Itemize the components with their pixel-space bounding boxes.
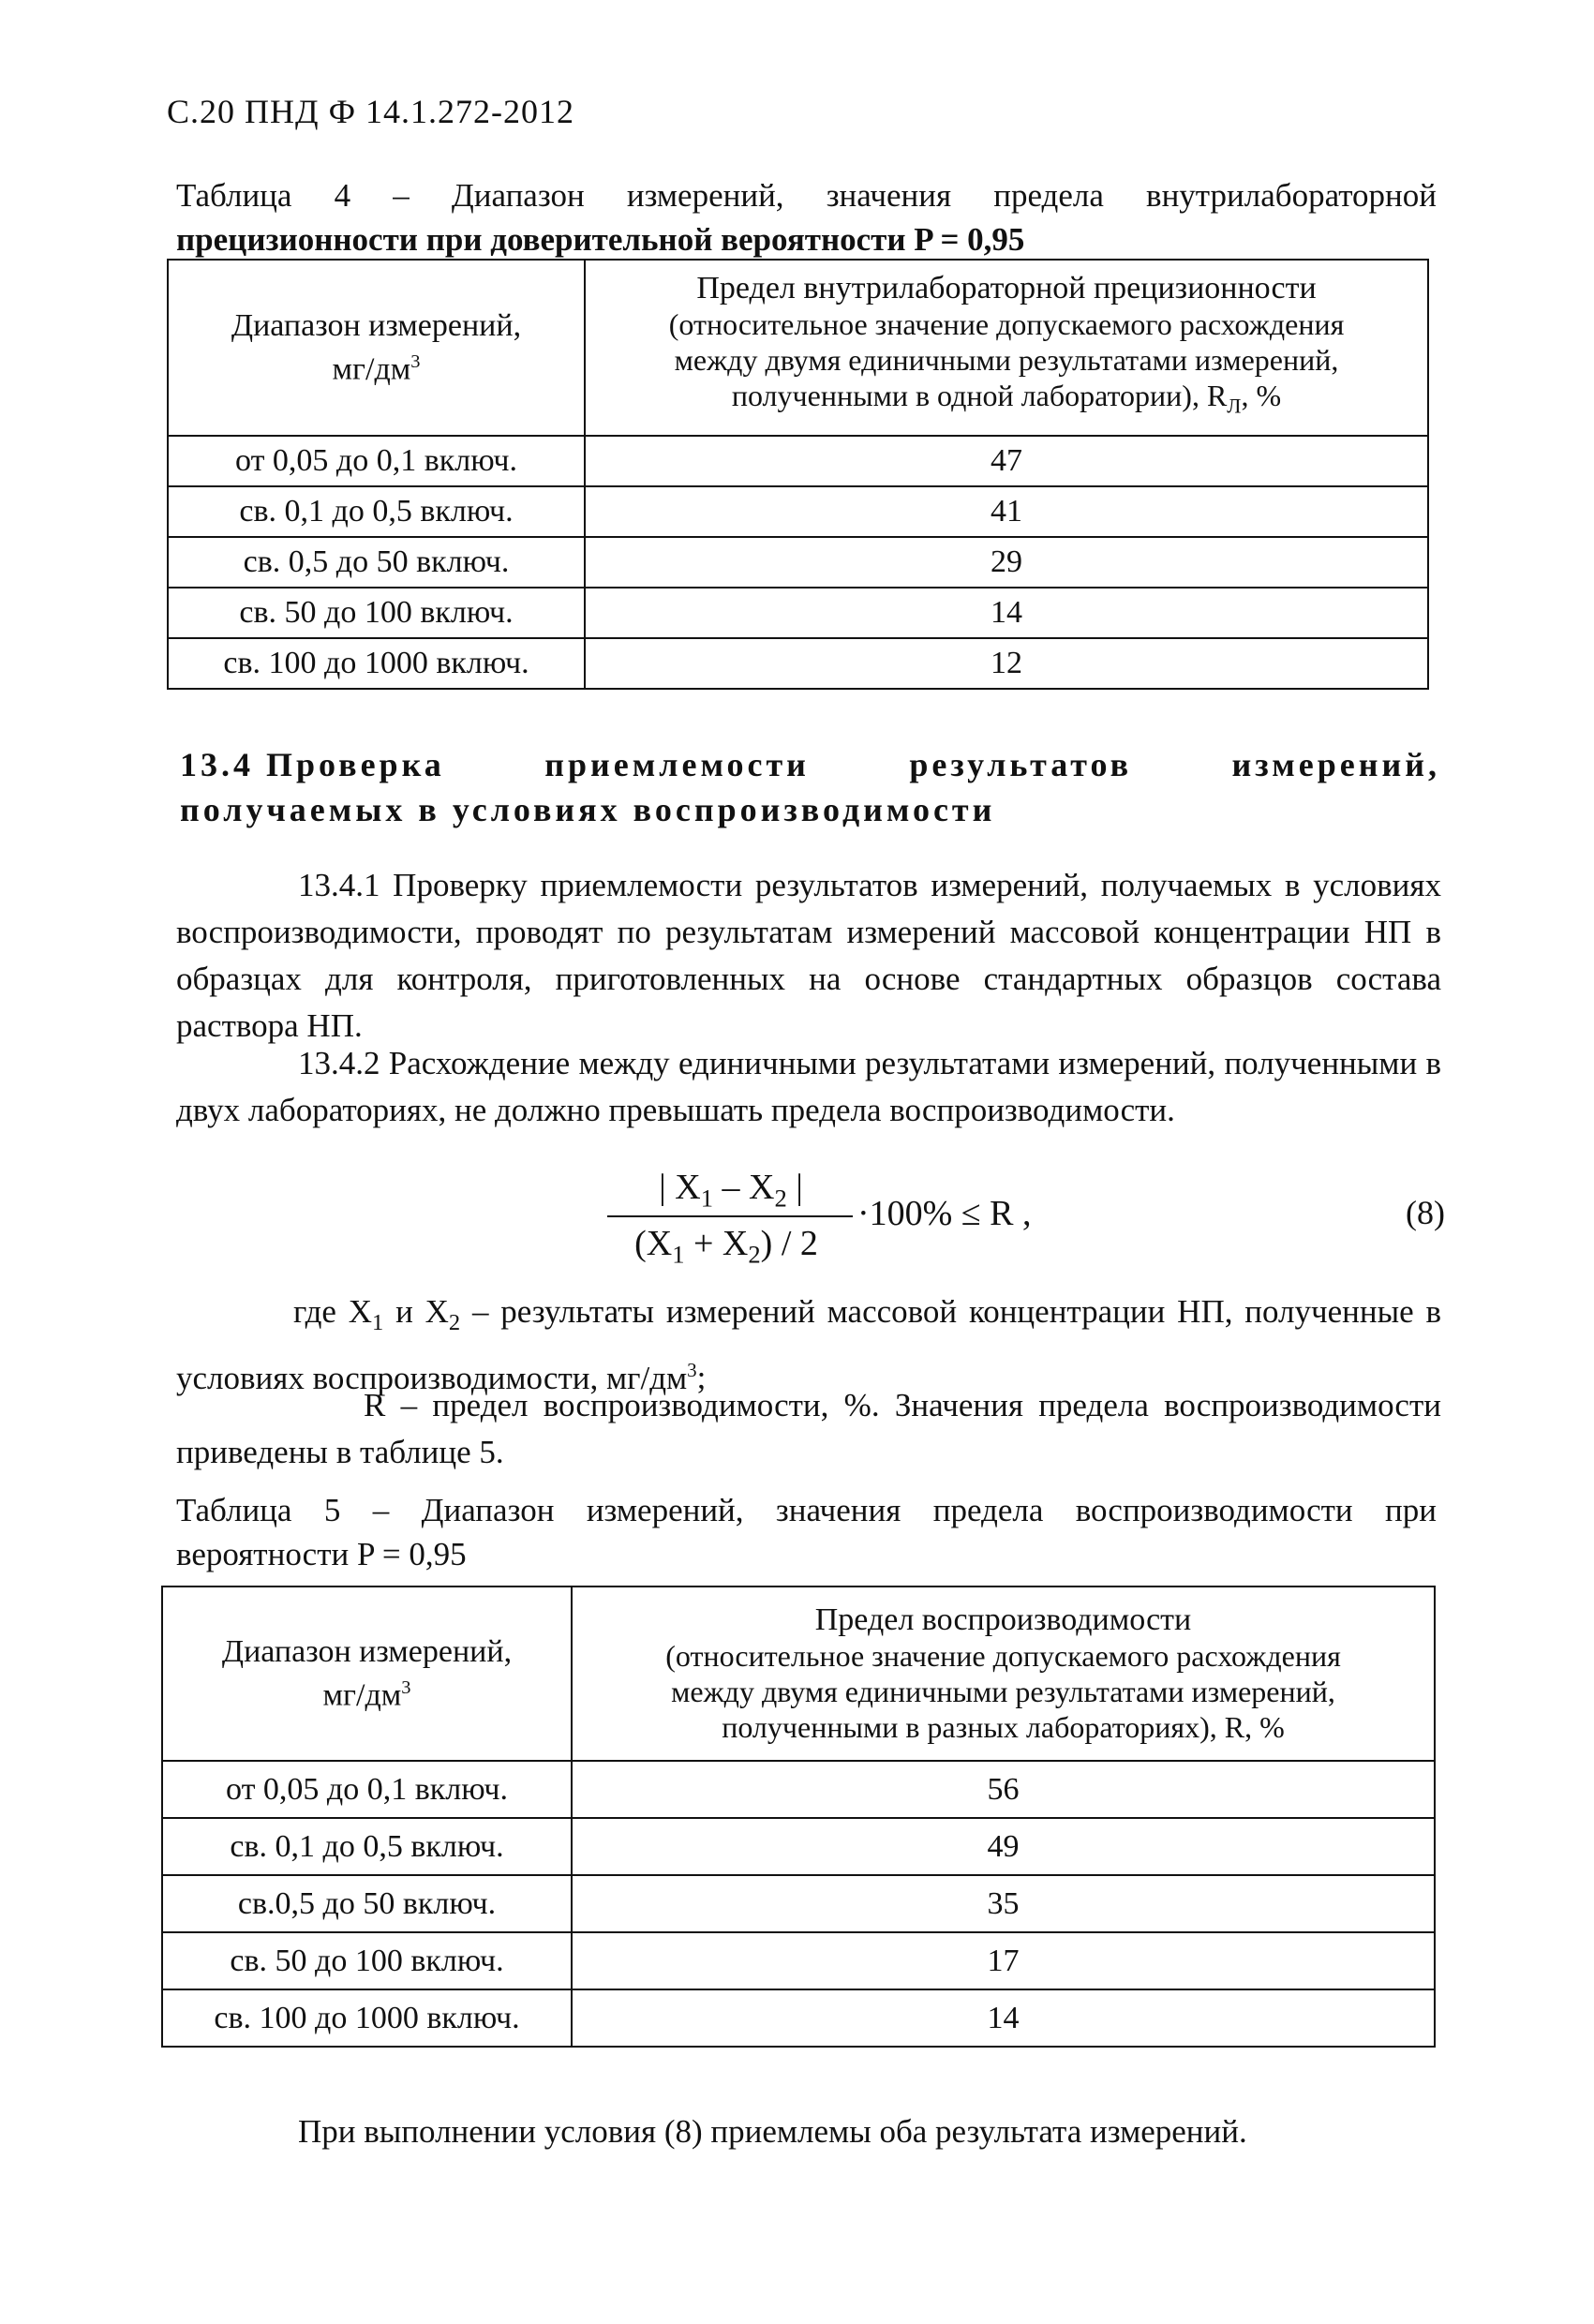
table4-col2-header-line2: (относительное значение допускаемого расхождения xyxy=(668,307,1345,342)
table5 xyxy=(161,1586,1436,2048)
table5-col2-header xyxy=(572,1587,1435,1761)
table-row xyxy=(168,486,1428,537)
table4-header-row xyxy=(168,260,1428,436)
table-row xyxy=(168,537,1428,588)
table4-value: 47 xyxy=(585,436,1428,486)
table4-col1-header-line1: Диапазон измерений, xyxy=(231,307,522,343)
table5-range: св.0,5 до 50 включ. xyxy=(162,1875,572,1932)
where-text: где $X_1$ и $X_2$ – результаты измерений массовой концентрации НП, полученные в условиях воспроизводимости, мг/дм xyxy=(176,1293,1441,1396)
table5-value: 56 xyxy=(572,1761,1435,1818)
section-title-line2: получаемых в условиях воспроизводимости xyxy=(180,791,996,828)
table5-col2-header-line3: между двумя единичными результатами измерений, xyxy=(671,1675,1335,1708)
table5-col1-header-sup: 3 xyxy=(401,1676,411,1698)
page-header: С.20 ПНД Ф 14.1.272-2012 xyxy=(167,93,574,130)
table5-range: от 0,05 до 0,1 включ. xyxy=(162,1761,572,1818)
table-row xyxy=(168,588,1428,638)
formula-denominator: $(X_1 + X_2) / 2$ xyxy=(634,1224,818,1269)
table5-value: 14 xyxy=(572,1989,1435,2047)
paragraph-13-4-1-text: 13.4.1 Проверку приемлемости результатов измерений, получаемых в условиях воспроизводимости, проводят по результатам измерений массовой концентрации НП в образцах для контроля, приготовленных на основе стандартных образцов состава раствора НП. xyxy=(176,867,1441,1044)
paragraph-13-4-2-text: 13.4.2 Расхождение между единичными результатами измерений, полученными в двух лабораториях, не должно превышать предела воспроизводимости. xyxy=(176,1045,1441,1128)
table5-value: 49 xyxy=(572,1818,1435,1875)
where-sup: 3 xyxy=(687,1359,697,1381)
table4-range: св. 0,1 до 0,5 включ. xyxy=(168,486,585,537)
table5-header-row xyxy=(162,1587,1435,1761)
table-row xyxy=(162,1875,1435,1932)
table-row xyxy=(168,436,1428,486)
section-title-word: 13.4 Проверка xyxy=(180,746,445,783)
table4-range: св. 0,5 до 50 включ. xyxy=(168,537,585,588)
table5-range: св. 50 до 100 включ. xyxy=(162,1932,572,1989)
table-row xyxy=(162,1818,1435,1875)
table4-range: св. 50 до 100 включ. xyxy=(168,588,585,638)
table4-col2-header xyxy=(585,260,1428,436)
table4-caption xyxy=(176,173,1437,261)
section-title-word: результатов xyxy=(909,746,1133,783)
table-row xyxy=(168,638,1428,689)
section-title-line1 xyxy=(180,742,1440,787)
table4-value: 29 xyxy=(585,537,1428,588)
table5-col2-header-line2: (относительное значение допускаемого расхождения xyxy=(665,1639,1341,1673)
where-end: ; xyxy=(696,1359,707,1396)
table4-value: 14 xyxy=(585,588,1428,638)
table-row xyxy=(162,1989,1435,2047)
table4-range: от 0,05 до 0,1 включ. xyxy=(168,436,585,486)
table4-col2-header-line1: Предел внутрилабораторной прецизионности xyxy=(696,271,1317,306)
table5-col1-header-unit: мг/дм xyxy=(322,1677,402,1713)
r-definition xyxy=(176,1382,1441,1476)
table-row xyxy=(162,1761,1435,1818)
table5-caption-line2: вероятности P = 0,95 xyxy=(176,1536,467,1572)
table4-col1-header-unit: мг/дм xyxy=(332,351,411,387)
section-title xyxy=(180,742,1440,832)
table4-col1-header-sup: 3 xyxy=(410,350,421,372)
table5-value: 17 xyxy=(572,1932,1435,1989)
formula-number: (8) xyxy=(1406,1194,1445,1231)
table4-col1-header xyxy=(168,260,585,436)
table5-value: 35 xyxy=(572,1875,1435,1932)
formula-numerator: | $X_1 - X_2$ | xyxy=(659,1168,803,1213)
table4-col2-header-sub: Л xyxy=(1227,394,1242,418)
table4-value: 41 xyxy=(585,486,1428,537)
fraction-bar xyxy=(607,1215,853,1217)
closing-sentence: При выполнении условия (8) приемлемы оба результата измерений. xyxy=(298,2113,1247,2150)
formula-tail: ·100% ≤ R , xyxy=(857,1194,1032,1233)
table5-col1-header xyxy=(162,1587,572,1761)
table4 xyxy=(167,259,1429,690)
paragraph-13-4-2 xyxy=(176,1040,1441,1134)
table4-range: св. 100 до 1000 включ. xyxy=(168,638,585,689)
table5-range: св. 100 до 1000 включ. xyxy=(162,1989,572,2047)
table4-caption-line1: Таблица 4 – Диапазон измерений, значения предела внутрилабораторной xyxy=(176,177,1437,214)
table5-col2-header-line4: полученными в разных лабораториях), R, % xyxy=(722,1710,1285,1744)
table5-col2-header-line1: Предел воспроизводимости xyxy=(814,1602,1192,1637)
table-row xyxy=(162,1932,1435,1989)
r-definition-text: R – предел воспроизводимости, %. Значения предела воспроизводимости приведены в таблице 5. xyxy=(176,1387,1441,1470)
table4-caption-line2: прецизионности при доверительной вероятности P = 0,95 xyxy=(176,221,1025,258)
table5-range: св. 0,1 до 0,5 включ. xyxy=(162,1818,572,1875)
table5-caption-line1: Таблица 5 – Диапазон измерений, значения предела воспроизводимости при xyxy=(176,1492,1437,1528)
table5-caption xyxy=(176,1488,1437,1576)
section-title-word: измерений, xyxy=(1231,746,1440,783)
table5-col1-header-line1: Диапазон измерений, xyxy=(221,1633,513,1669)
paragraph-13-4-1 xyxy=(176,862,1441,1050)
section-title-word: приемлемости xyxy=(544,746,810,783)
table4-value: 12 xyxy=(585,638,1428,689)
table4-col2-header-tail: , % xyxy=(1241,379,1282,413)
table4-col2-header-line4: полученными в одной лаборатории), R xyxy=(731,379,1228,413)
table4-col2-header-line3: между двумя единичными результатами измерений, xyxy=(674,343,1339,378)
